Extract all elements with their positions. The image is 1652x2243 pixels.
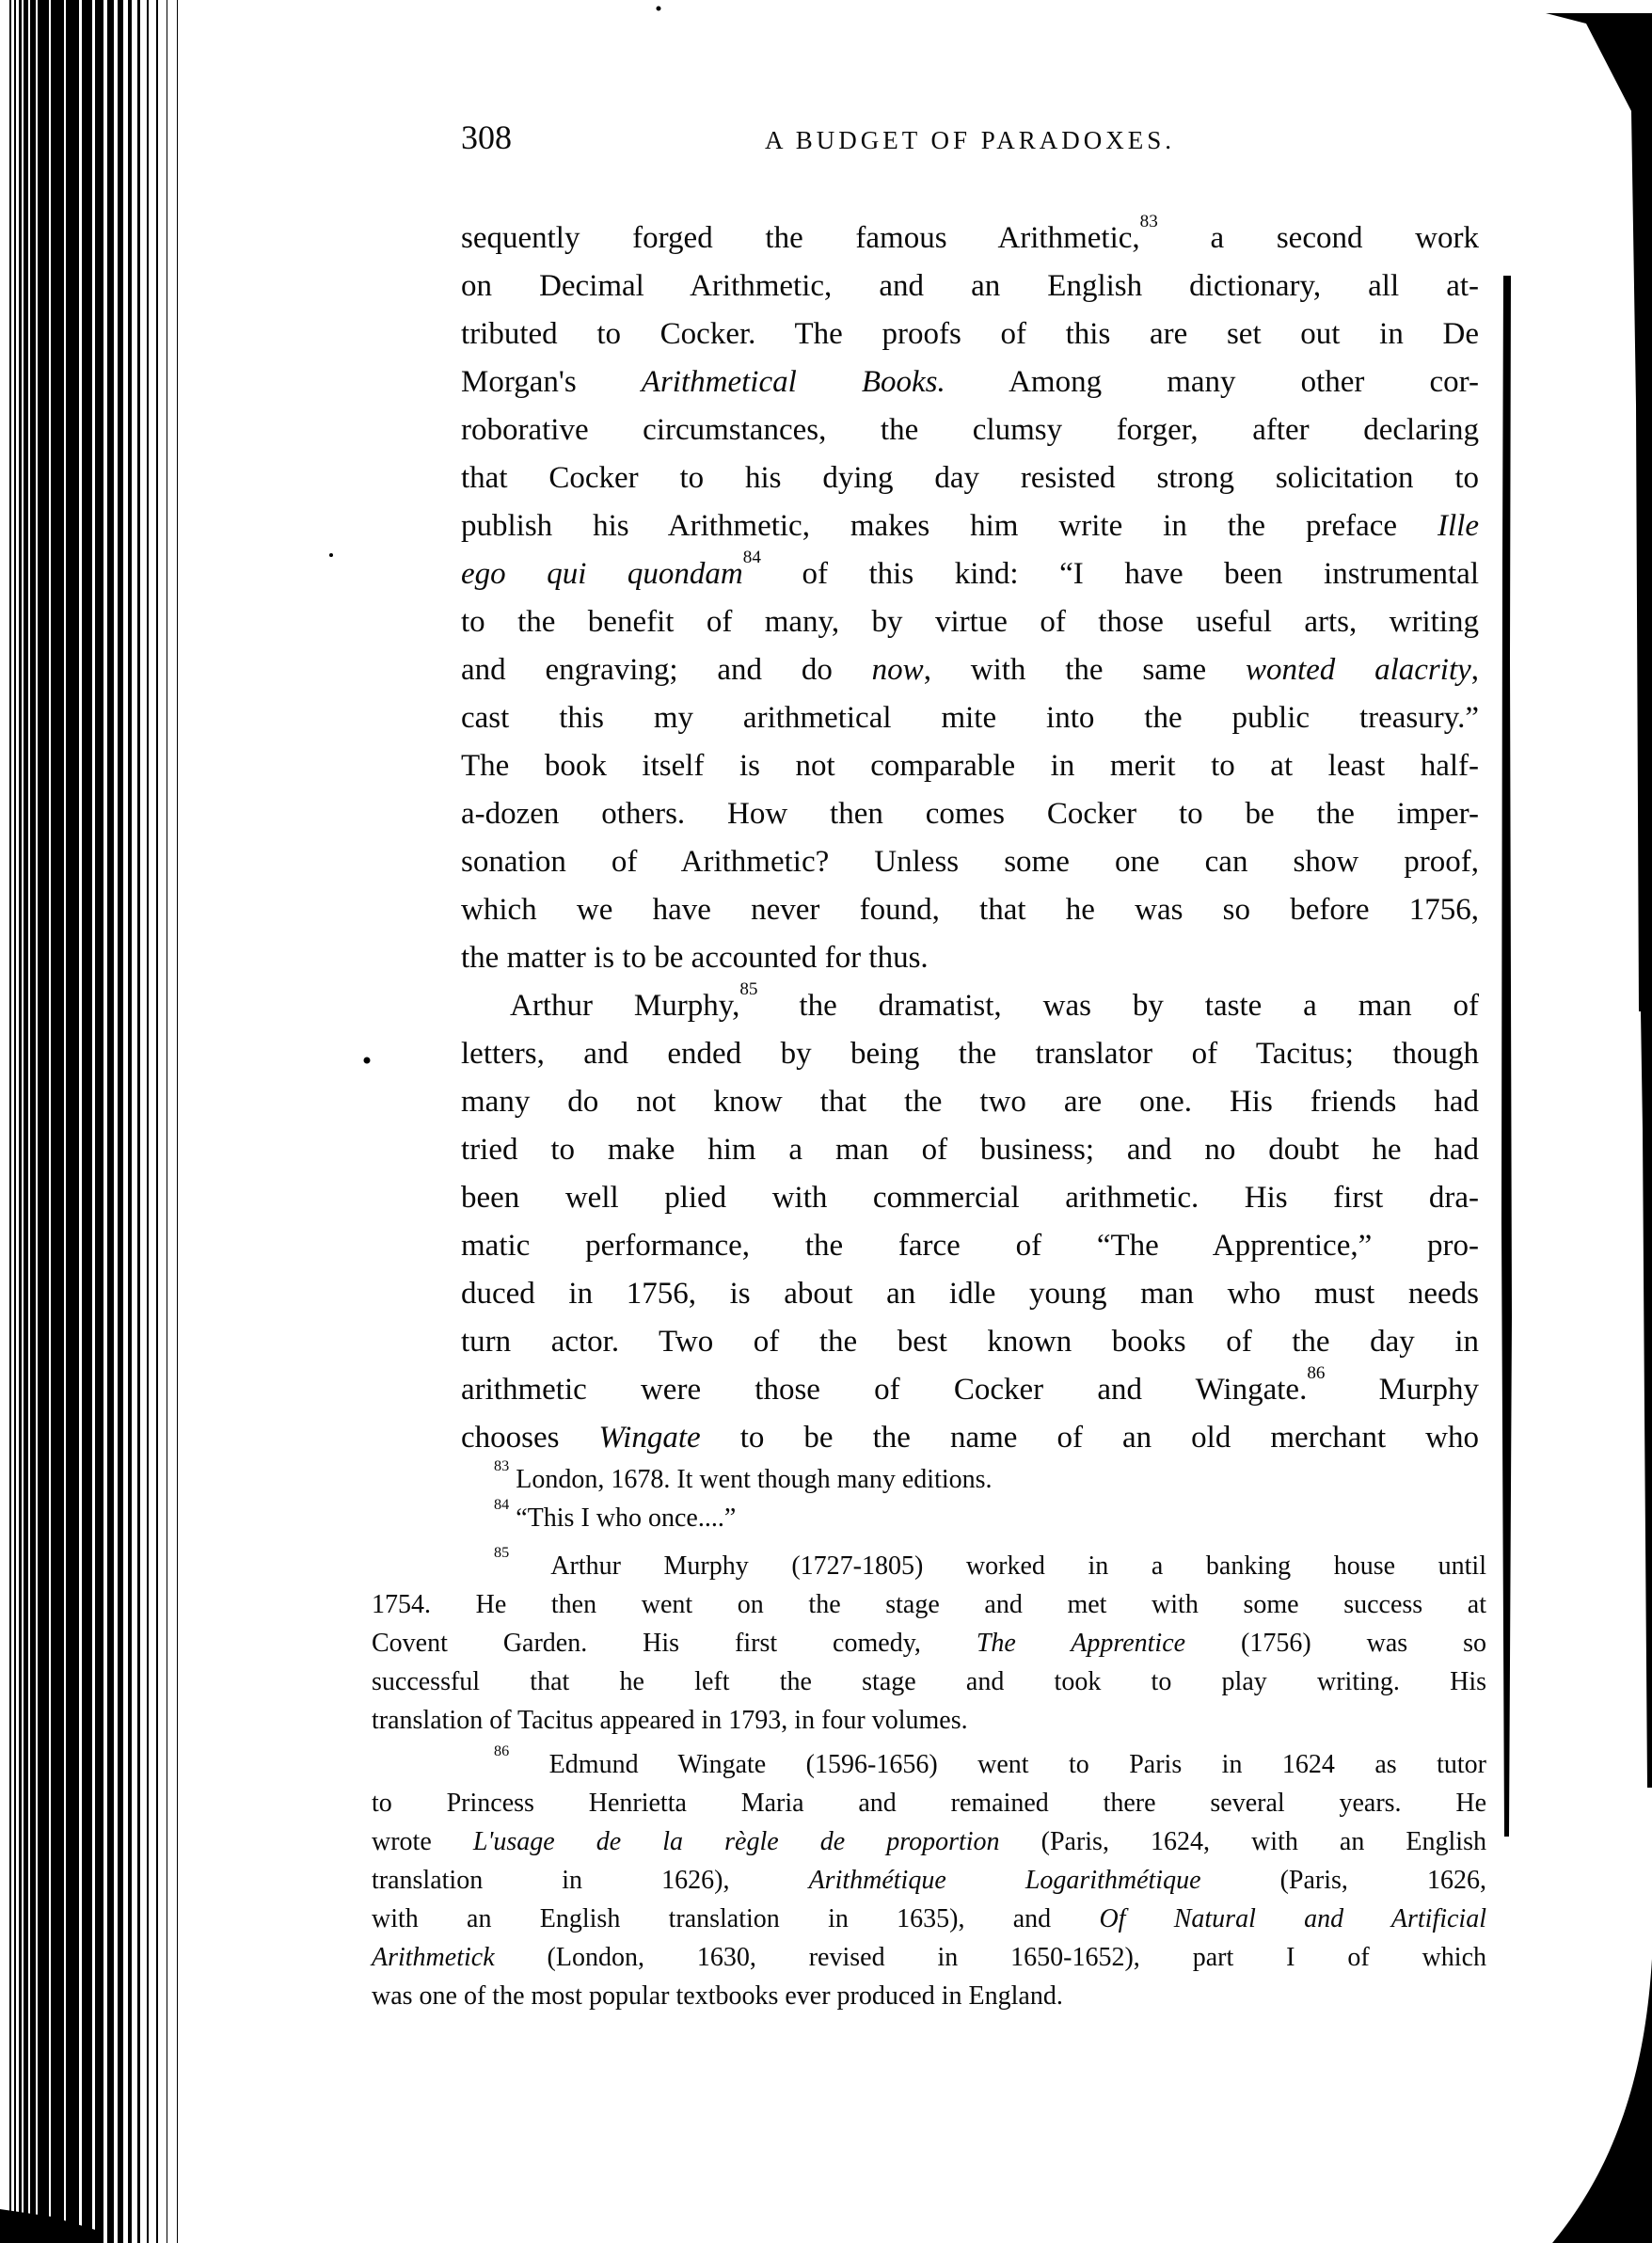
text-line (372, 1822, 1486, 1861)
text-line (372, 1701, 1486, 1740)
footnote-marker: 83 (494, 1456, 510, 1474)
text-segment: , with the same (923, 653, 1246, 687)
text-line (372, 1742, 1486, 1784)
scan-artifact-right-edge-strip (1641, 1011, 1652, 1788)
text-segment: Arthur Murphy (1727-1805) worked in a banking house until (509, 1551, 1486, 1581)
text-segment: which we have never found, that he was so before 1756, (461, 893, 1479, 927)
text-line (461, 886, 1479, 934)
text-segment: duced in 1756, is about an idle young man who must needs (461, 1277, 1479, 1311)
text-segment: 1754. He then went on the stage and met with some success at (372, 1590, 1486, 1619)
text-line (461, 790, 1479, 838)
scan-speck (364, 1058, 371, 1064)
text-segment: with an English translation in 1635), and (372, 1904, 1100, 1933)
text-segment: letters, and ended by being the translator of Tacitus; though (461, 1037, 1479, 1071)
text-segment: the dramatist, was by taste a man of (757, 989, 1479, 1023)
text-segment: cast this my arithmetical mite into the public treasury.” (461, 701, 1479, 735)
text-line (461, 406, 1479, 454)
text-segment: wrote (372, 1827, 473, 1856)
scan-artifact-top-right-wedge (1546, 13, 1652, 1011)
text-segment: Edmund Wingate (1596-1656) went to Paris in 1624 as tutor (509, 1750, 1486, 1779)
text-segment: translation of Tacitus appeared in 1793, in four volumes. (372, 1706, 968, 1735)
text-segment: ego qui quondam (461, 557, 743, 591)
text-segment: been well plied with commercial arithmetic. His first dra- (461, 1181, 1479, 1215)
footnote-83 (372, 1456, 1486, 1499)
text-line (461, 1222, 1479, 1270)
text-segment: chooses (461, 1421, 599, 1455)
text-segment: Arthur Murphy, (510, 989, 740, 1023)
text-segment: The Apprentice (976, 1629, 1186, 1658)
text-segment: arithmetic were those of Cocker and Wingate. (461, 1373, 1308, 1407)
footnote-marker: 86 (494, 1742, 510, 1759)
footnote-84 (372, 1495, 1486, 1537)
footnotes (372, 1456, 1487, 2015)
text-segment: The book itself is not comparable in merit to at least half- (461, 749, 1479, 783)
footnote-85 (372, 1543, 1487, 1740)
text-segment: was one of the most popular textbooks ever produced in England. (372, 1981, 1063, 2011)
text-segment: a-dozen others. How then comes Cocker to be the imper- (461, 797, 1479, 831)
text-line (372, 1624, 1486, 1662)
text-line (461, 212, 1479, 262)
text-segment: (London, 1630, revised in 1650-1652), part I of which (494, 1943, 1486, 1972)
text-line (461, 934, 1479, 982)
text-line (461, 1174, 1479, 1222)
text-segment: and engraving; and do (461, 653, 872, 687)
text-segment: Covent Garden. His first comedy, (372, 1629, 977, 1658)
text-line (461, 979, 1479, 1030)
text-segment: Among many other cor- (945, 365, 1480, 399)
text-segment: Arithmetick (372, 1943, 495, 1972)
scan-speck (657, 7, 661, 11)
text-line (461, 1318, 1479, 1366)
text-segment: Arithmétique Logarithmétique (808, 1866, 1201, 1895)
text-line (461, 646, 1479, 694)
text-segment: London, 1678. It went though many editions. (509, 1465, 993, 1494)
text-segment: to be the name of an old merchant who (700, 1421, 1479, 1455)
text-line (461, 1078, 1479, 1126)
running-title: A BUDGET OF PARADOXES. (764, 126, 1176, 154)
text-segment: to the benefit of many, by virtue of those useful arts, writing (461, 605, 1479, 639)
text-segment: Murphy (1325, 1373, 1479, 1407)
footnote-marker: 85 (739, 979, 758, 1000)
text-segment: Ille (1438, 509, 1479, 543)
text-segment: sequently forged the famous Arithmetic, (461, 221, 1140, 255)
text-line (461, 742, 1479, 790)
scan-artifact-bottom-right-curl (1552, 1959, 1652, 2243)
footnote-marker: 84 (494, 1495, 510, 1513)
text-line (461, 1126, 1479, 1174)
text-line (372, 1977, 1486, 2015)
text-segment: (Paris, 1624, with an English (999, 1827, 1486, 1856)
text-segment: wonted alacrity (1245, 653, 1471, 687)
text-line (372, 1784, 1486, 1822)
text-line (372, 1900, 1486, 1938)
text-segment: now (871, 653, 924, 687)
text-segment: Of Natural and Artificial (1099, 1904, 1486, 1933)
text-line (461, 1414, 1479, 1462)
footnote-marker: 83 (1139, 212, 1158, 232)
footnote-marker: 84 (742, 548, 761, 568)
scan-speck (329, 553, 333, 557)
text-line (372, 1585, 1486, 1624)
text-segment: L'usage de la règle de proportion (472, 1827, 1000, 1856)
text-segment: the matter is to be accounted for thus. (461, 941, 929, 975)
text-segment: on Decimal Arithmetic, and an English dictionary, all at- (461, 269, 1479, 303)
text-line (461, 262, 1479, 310)
text-segment: roborative circumstances, the clumsy forger, after declaring (461, 413, 1479, 447)
text-segment: many do not know that the two are one. His friends had (461, 1085, 1479, 1119)
text-segment: tributed to Cocker. The proofs of this are set out in De (461, 317, 1479, 351)
text-segment: (1756) was so (1185, 1629, 1487, 1658)
text-segment: successful that he left the stage and took to play writing. His (372, 1667, 1486, 1696)
text-line (461, 1363, 1479, 1414)
text-line (461, 1270, 1479, 1318)
text-segment: of this kind: “I have been instrumental (760, 557, 1479, 591)
text-segment: Wingate (598, 1421, 701, 1455)
text-line (372, 1456, 1486, 1499)
text-line (461, 838, 1479, 886)
text-line (372, 1938, 1486, 1977)
text-line (461, 358, 1479, 406)
scan-artifact-page-edge-line (1501, 276, 1512, 1837)
text-line (461, 1030, 1479, 1078)
text-segment: , (1470, 653, 1480, 687)
text-segment: sonation of Arithmetic? Unless some one can show proof, (461, 845, 1479, 879)
text-line (461, 454, 1479, 502)
text-segment: a second work (1157, 221, 1479, 255)
text-segment: turn actor. Two of the best known books of the day in (461, 1325, 1479, 1359)
text-segment: Arithmetical Books. (641, 365, 945, 399)
footnote-marker: 85 (494, 1543, 510, 1561)
text-line (372, 1543, 1486, 1585)
body-text (461, 212, 1480, 1462)
text-segment: publish his Arithmetic, makes him write in the preface (461, 509, 1438, 543)
text-segment: that Cocker to his dying day resisted strong solicitation to (461, 461, 1479, 495)
text-segment: to Princess Henrietta Maria and remained there several years. He (372, 1789, 1486, 1818)
text-segment: tried to make him a man of business; and no doubt he had (461, 1133, 1479, 1167)
text-line (372, 1662, 1486, 1701)
text-line (372, 1495, 1486, 1537)
page-number: 308 (461, 119, 512, 156)
footnote-marker: 86 (1307, 1363, 1326, 1384)
footnote-86 (372, 1742, 1487, 2015)
text-line (461, 550, 1479, 598)
book-gutter-scan-artifact (0, 0, 198, 2243)
text-line (372, 1861, 1486, 1900)
text-line (461, 598, 1479, 646)
text-segment: matic performance, the farce of “The Apprentice,” pro- (461, 1229, 1479, 1263)
text-segment: (Paris, 1626, (1200, 1866, 1487, 1895)
text-line (461, 694, 1479, 742)
text-segment: “This I who once....” (509, 1503, 737, 1533)
text-line (461, 310, 1479, 358)
text-line (461, 502, 1479, 550)
text-segment: Morgan's (461, 365, 642, 399)
text-segment: translation in 1626), (372, 1866, 809, 1895)
